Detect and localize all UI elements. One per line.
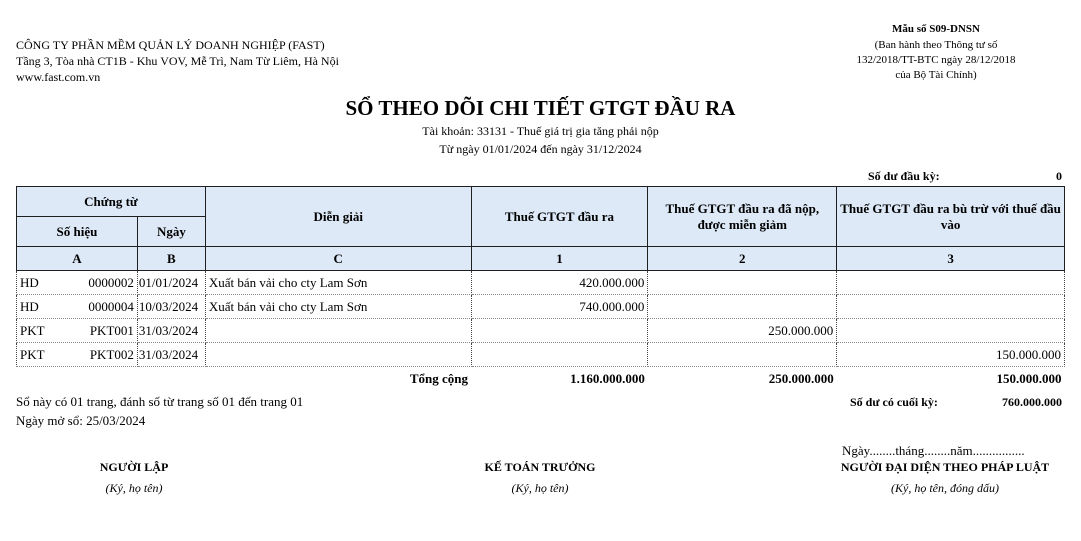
row-description <box>205 343 471 367</box>
signature-title-chief-accountant: KẾ TOÁN TRƯỞNG <box>484 460 596 474</box>
voucher-number: PKT002 <box>89 346 134 362</box>
sign-date-line: Ngày........tháng........năm................ <box>842 443 1025 458</box>
account-line: Tài khoản: 33131 - Thuế giá trị gia tăng phải nộp <box>422 124 659 138</box>
company-name: CÔNG TY PHẦN MỀM QUẢN LÝ DOANH NGHIỆP (FAST) <box>16 38 325 52</box>
closing-balance-label: Số dư có cuối kỳ: <box>850 395 938 409</box>
header-paid-vat: Thuế GTGT đầu ra đã nộp, được miễn giảm <box>648 187 837 247</box>
page-title: SỔ THEO DÕI CHI TIẾT GTGT ĐẦU RA <box>345 96 736 120</box>
opening-balance-value: 0 <box>1056 169 1062 183</box>
row-description: Xuất bán vải cho cty Lam Sơn <box>205 295 471 319</box>
form-line-2: 132/2018/TT-BTC ngày 28/12/2018 <box>856 54 1016 66</box>
voucher-date: 31/03/2024 <box>137 319 205 343</box>
voucher-type: PKT <box>20 322 45 338</box>
column-letter: C <box>205 247 471 271</box>
voucher-date: 10/03/2024 <box>137 295 205 319</box>
total-paid-vat: 250.000.000 <box>768 370 834 386</box>
column-letter: A <box>17 247 138 271</box>
voucher-cell <box>17 343 138 367</box>
voucher-date: 31/03/2024 <box>137 343 205 367</box>
offset-vat-value <box>837 319 1065 343</box>
offset-vat-value <box>837 271 1065 295</box>
paid-vat-value <box>648 295 837 319</box>
offset-vat-value <box>837 295 1065 319</box>
voucher-type: HD <box>20 274 39 290</box>
ledger-table <box>16 186 1065 390</box>
voucher-number: 0000004 <box>88 298 134 314</box>
voucher-number: PKT001 <box>89 322 134 338</box>
column-letter: B <box>137 247 205 271</box>
total-row <box>17 367 1065 391</box>
total-output-vat: 1.160.000.000 <box>570 370 645 386</box>
voucher-cell <box>17 295 138 319</box>
voucher-cell <box>17 271 138 295</box>
output-vat-value <box>471 319 648 343</box>
signature-title-legal-rep: NGƯỜI ĐẠI DIỆN THEO PHÁP LUẬT <box>840 460 1050 474</box>
form-line-1: (Ban hành theo Thông tư số <box>874 39 998 51</box>
offset-vat-value: 150.000.000 <box>837 343 1065 367</box>
header-row-1 <box>17 187 1065 217</box>
signature-note-preparer: (Ký, họ tên) <box>105 481 163 495</box>
voucher-cell <box>17 319 138 343</box>
column-letter: 2 <box>648 247 837 271</box>
header-voucher: Chứng từ <box>17 187 206 217</box>
header-date: Ngày <box>137 217 205 247</box>
row-description: Xuất bán vải cho cty Lam Sơn <box>205 271 471 295</box>
paid-vat-value <box>648 271 837 295</box>
voucher-number: 0000002 <box>88 274 134 290</box>
opening-balance-label: Số dư đầu kỳ: <box>868 169 940 183</box>
period-line: Từ ngày 01/01/2024 đến ngày 31/12/2024 <box>439 142 642 156</box>
column-letter: 3 <box>837 247 1065 271</box>
table-row <box>17 295 1065 319</box>
output-vat-value <box>471 343 648 367</box>
header-description: Diễn giải <box>205 187 471 247</box>
header-output-vat: Thuế GTGT đầu ra <box>471 187 648 247</box>
voucher-date: 01/01/2024 <box>137 271 205 295</box>
header-number: Số hiệu <box>17 217 138 247</box>
total-offset-vat: 150.000.000 <box>996 370 1062 386</box>
column-letter-row <box>17 247 1065 271</box>
table-row <box>17 271 1065 295</box>
total-label: Tổng cộng <box>409 370 469 386</box>
header-offset-vat: Thuế GTGT đầu ra bù trừ với thuế đầu vào <box>837 187 1065 247</box>
company-website: www.fast.com.vn <box>16 70 101 84</box>
signature-note-legal-rep: (Ký, họ tên, đóng dấu) <box>891 481 999 495</box>
company-address: Tầng 3, Tòa nhà CT1B - Khu VOV, Mễ Trì, Nam Từ Liêm, Hà Nội <box>16 54 339 68</box>
paid-vat-value <box>648 343 837 367</box>
row-description <box>205 319 471 343</box>
table-row <box>17 319 1065 343</box>
column-letter: 1 <box>471 247 648 271</box>
signature-note-chief-accountant: (Ký, họ tên) <box>511 481 569 495</box>
voucher-type: HD <box>20 298 39 314</box>
output-vat-value: 740.000.000 <box>471 295 648 319</box>
table-row <box>17 343 1065 367</box>
output-vat-value: 420.000.000 <box>471 271 648 295</box>
paid-vat-value: 250.000.000 <box>648 319 837 343</box>
signature-title-preparer: NGƯỜI LẬP <box>99 460 169 474</box>
open-date: Ngày mở sổ: 25/03/2024 <box>16 413 146 428</box>
form-code: Mẫu số S09-DNSN <box>891 23 980 35</box>
pages-note: Sổ này có 01 trang, đánh số từ trang số 01 đến trang 01 <box>16 394 304 409</box>
closing-balance-value: 760.000.000 <box>1002 395 1062 409</box>
form-line-3: của Bộ Tài Chính) <box>895 69 977 81</box>
voucher-type: PKT <box>20 346 45 362</box>
